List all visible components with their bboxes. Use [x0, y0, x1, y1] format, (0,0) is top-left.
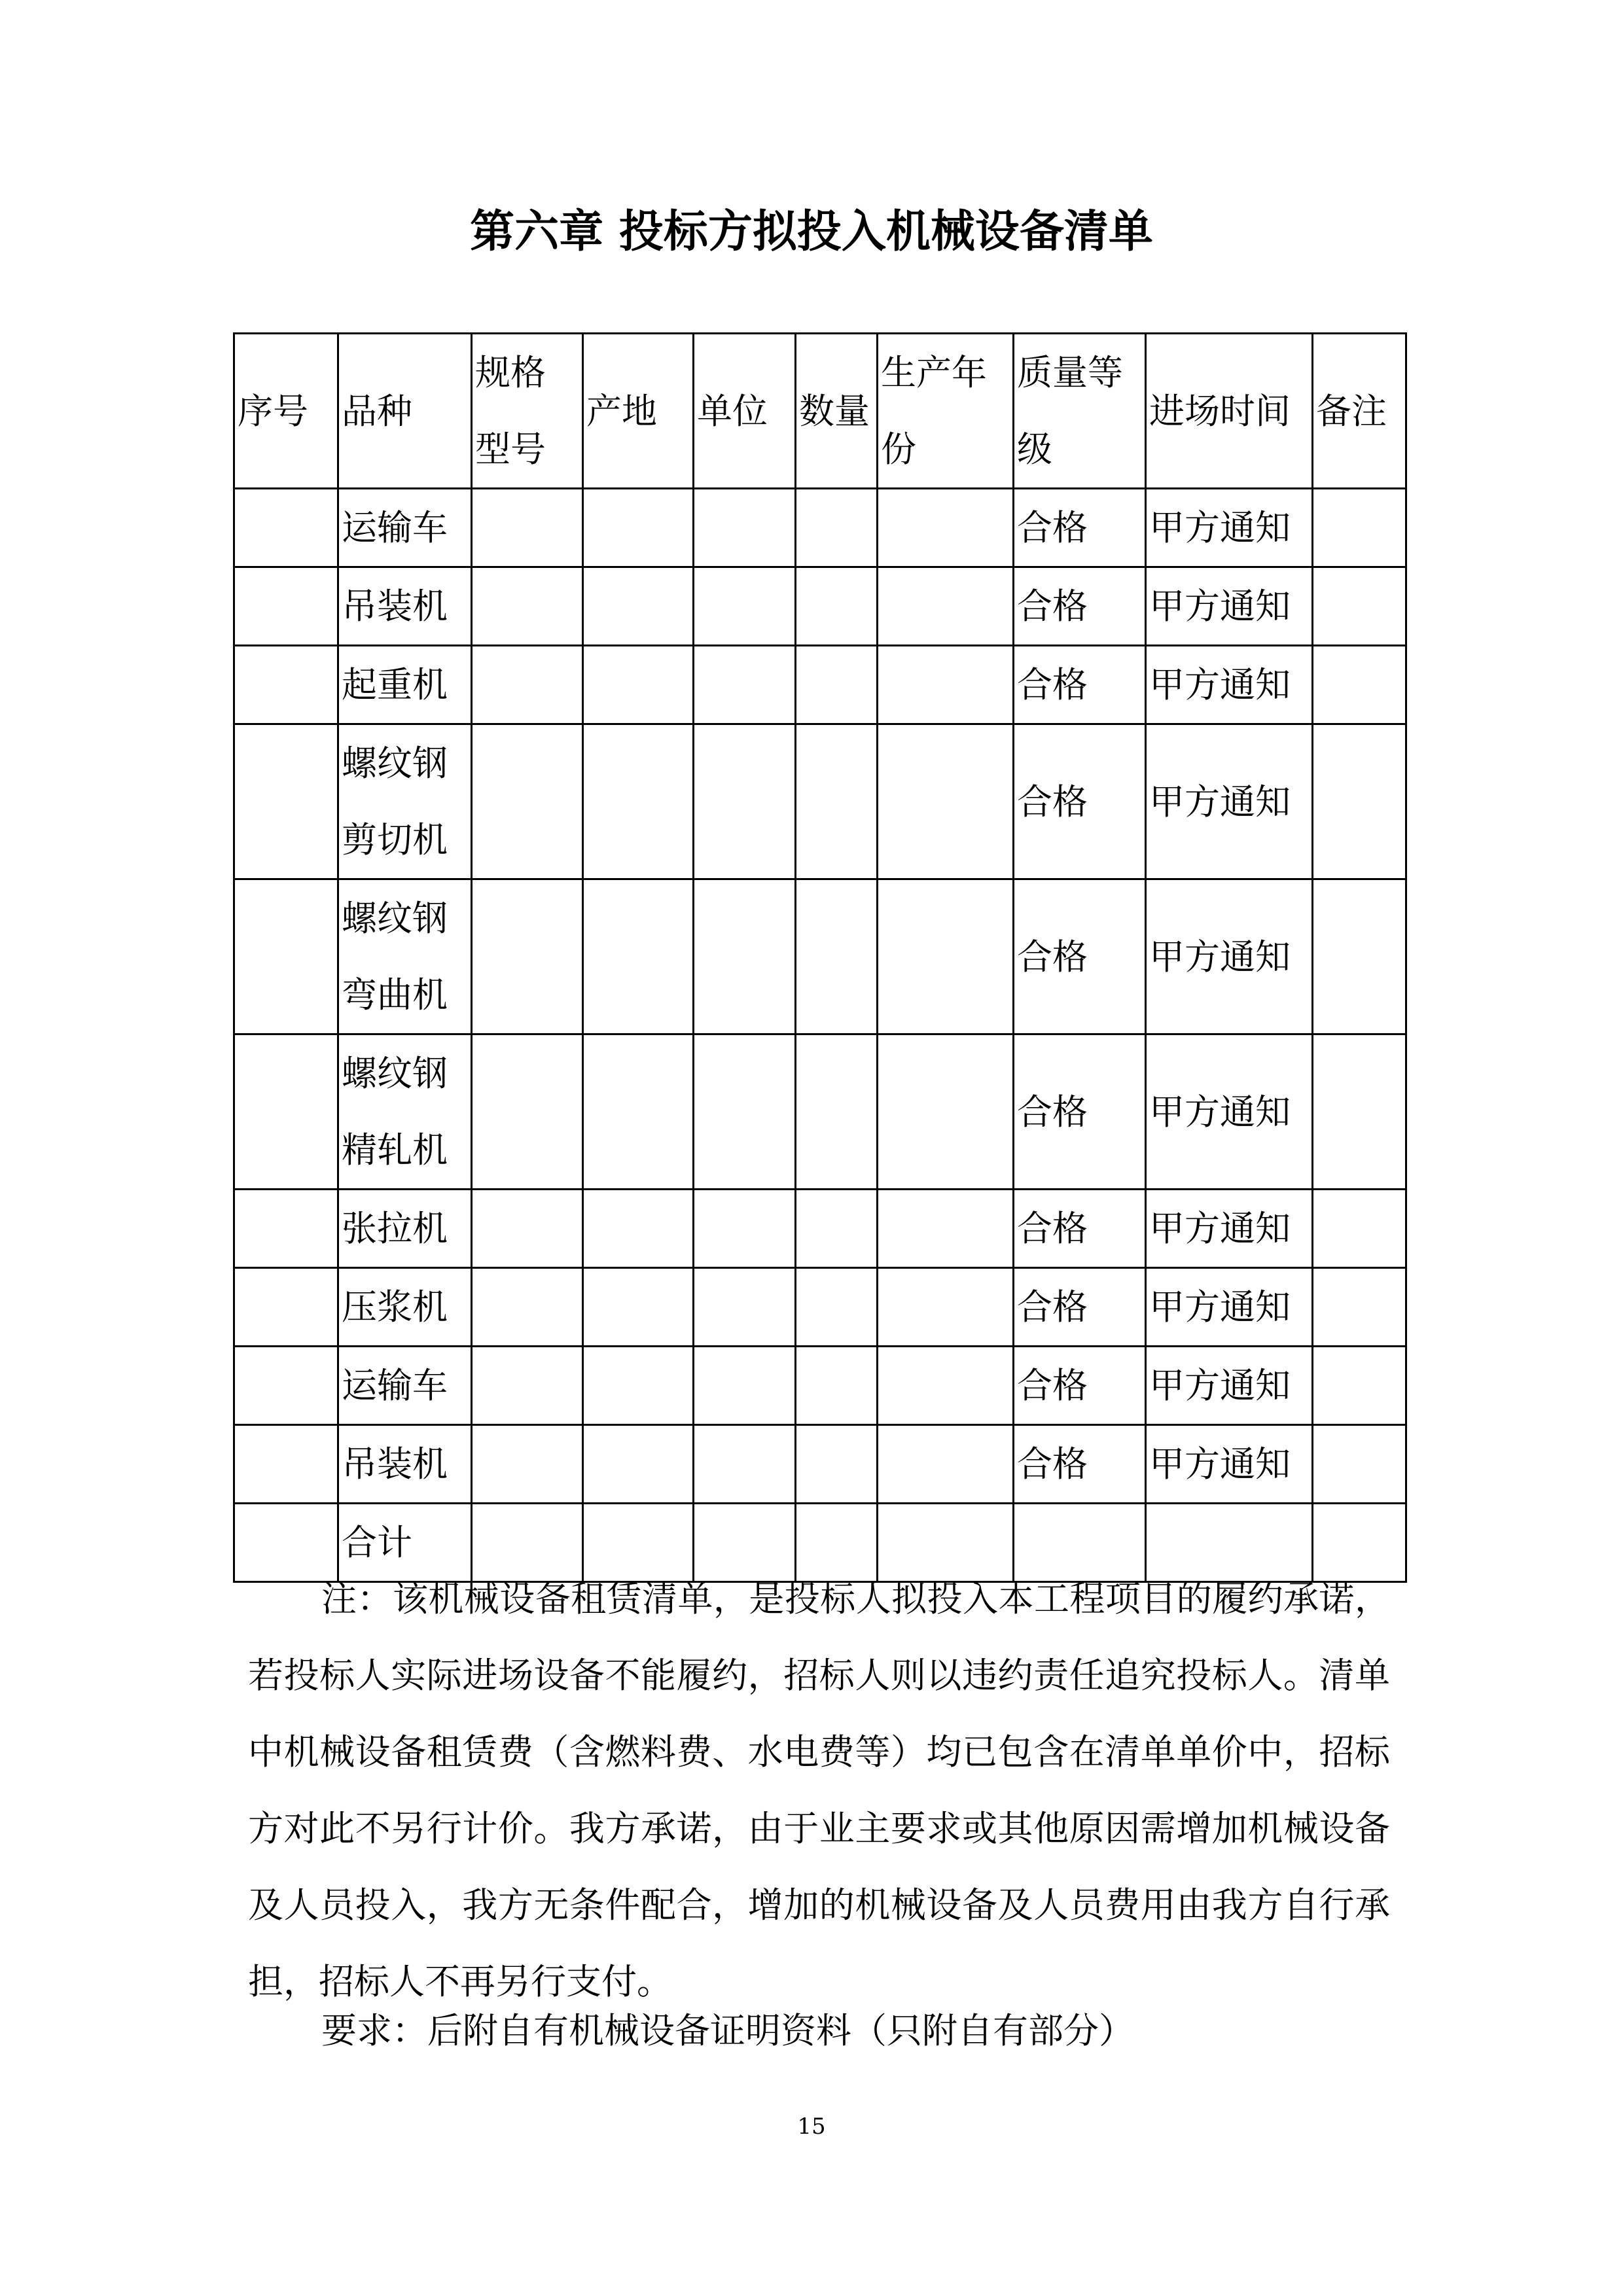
table-cell — [1313, 1425, 1406, 1504]
table-cell — [1313, 1190, 1406, 1268]
header-cell: 质量等级 — [1014, 334, 1146, 489]
table-cell — [583, 646, 694, 724]
table-cell — [234, 1347, 338, 1425]
table-cell — [694, 489, 796, 567]
equipment-name-cell: 螺纹钢精轧机 — [338, 1034, 472, 1190]
table-cell — [878, 646, 1014, 724]
table-row — [234, 567, 1406, 646]
entry-time-cell: 甲方通知 — [1146, 724, 1313, 879]
table-row — [234, 489, 1406, 567]
table-cell — [234, 567, 338, 646]
entry-time-cell: 甲方通知 — [1146, 1268, 1313, 1347]
table-cell — [878, 879, 1014, 1034]
table-cell — [1313, 879, 1406, 1034]
quality-cell: 合格 — [1014, 646, 1146, 724]
equipment-name-cell: 螺纹钢剪切机 — [338, 724, 472, 879]
equipment-name-cell: 吊装机 — [338, 567, 472, 646]
table-cell — [1313, 489, 1406, 567]
header-cell: 品种 — [338, 334, 472, 489]
table-cell — [583, 1347, 694, 1425]
equipment-name-cell: 压浆机 — [338, 1268, 472, 1347]
table-cell — [234, 1034, 338, 1190]
quality-cell: 合格 — [1014, 567, 1146, 646]
table-cell — [583, 1190, 694, 1268]
equipment-name-cell: 起重机 — [338, 646, 472, 724]
header-cell: 序号 — [234, 334, 338, 489]
table-cell — [583, 567, 694, 646]
table-cell — [694, 879, 796, 1034]
table-cell — [878, 489, 1014, 567]
equipment-name-cell: 运输车 — [338, 1347, 472, 1425]
table-cell — [694, 1425, 796, 1504]
table-cell — [878, 1425, 1014, 1504]
table-row — [234, 724, 1406, 879]
table-cell — [583, 489, 694, 567]
equipment-name-cell: 螺纹钢弯曲机 — [338, 879, 472, 1034]
table-cell — [796, 1268, 878, 1347]
table-cell — [878, 724, 1014, 879]
note-paragraph — [248, 1561, 1390, 2020]
table-cell — [796, 489, 878, 567]
quality-cell: 合格 — [1014, 1425, 1146, 1504]
table-cell — [796, 567, 878, 646]
table-cell — [234, 646, 338, 724]
quality-cell: 合格 — [1014, 724, 1146, 879]
table-cell — [472, 1034, 583, 1190]
table-cell — [234, 879, 338, 1034]
table-cell — [234, 1425, 338, 1504]
table-cell — [796, 724, 878, 879]
table-row — [234, 879, 1406, 1034]
table-cell — [583, 1268, 694, 1347]
table-cell — [472, 567, 583, 646]
page-number: 15 — [797, 2113, 826, 2140]
table-cell — [878, 1268, 1014, 1347]
entry-time-cell: 甲方通知 — [1146, 1190, 1313, 1268]
table-cell — [472, 1347, 583, 1425]
table-cell — [878, 567, 1014, 646]
table-row — [234, 1034, 1406, 1190]
table-cell — [694, 1190, 796, 1268]
table-cell — [796, 1425, 878, 1504]
header-cell: 单位 — [694, 334, 796, 489]
note-text: 注：该机械设备租赁清单，是投标人拟投入本工程项目的履约承诺，若投标人实际进场设备不能履约，招标人则以违约责任追究投标人。清单中机械设备租赁费（含燃料费、水电费等）均已包含在清单单价中，招标方对此不另行计价。我方承诺，由于业主要求或其他原因需增加机械设备及人员投入，我方无条件配合，增加的机械设备及人员费用由我方自行承担，招标人不再另行支付。 — [248, 1578, 1390, 2002]
header-cell: 进场时间 — [1146, 334, 1313, 489]
table-cell — [796, 1190, 878, 1268]
entry-time-cell: 甲方通知 — [1146, 567, 1313, 646]
table-row — [234, 1425, 1406, 1504]
table-cell — [234, 724, 338, 879]
table-cell — [796, 879, 878, 1034]
header-cell: 规格型号 — [472, 334, 583, 489]
requirement-text: 要求：后附自有机械设备证明资料（只附自有部分） — [321, 2010, 1134, 2051]
table-cell — [796, 646, 878, 724]
entry-time-cell: 甲方通知 — [1146, 1347, 1313, 1425]
equipment-name-cell: 运输车 — [338, 489, 472, 567]
table-cell — [796, 1347, 878, 1425]
equipment-name-cell: 吊装机 — [338, 1425, 472, 1504]
table-cell — [234, 1190, 338, 1268]
table-cell — [472, 1190, 583, 1268]
equipment-name-cell: 合计 — [338, 1504, 472, 1582]
quality-cell: 合格 — [1014, 1347, 1146, 1425]
table-cell — [1313, 567, 1406, 646]
table-cell — [694, 1347, 796, 1425]
entry-time-cell: 甲方通知 — [1146, 489, 1313, 567]
requirement-paragraph — [248, 1992, 1390, 2069]
table-cell — [472, 724, 583, 879]
table-row — [234, 646, 1406, 724]
header-cell: 备注 — [1313, 334, 1406, 489]
table-cell — [694, 1268, 796, 1347]
quality-cell: 合格 — [1014, 1190, 1146, 1268]
quality-cell: 合格 — [1014, 1034, 1146, 1190]
table-cell — [1313, 1347, 1406, 1425]
header-cell: 生产年份 — [878, 334, 1014, 489]
header-cell: 数量 — [796, 334, 878, 489]
table-cell — [694, 1034, 796, 1190]
quality-cell: 合格 — [1014, 489, 1146, 567]
table-cell — [472, 489, 583, 567]
entry-time-cell: 甲方通知 — [1146, 879, 1313, 1034]
table-cell — [583, 1425, 694, 1504]
table-cell — [1313, 1268, 1406, 1347]
table-cell — [583, 1034, 694, 1190]
table-cell — [234, 1268, 338, 1347]
table-cell — [878, 1347, 1014, 1425]
quality-cell: 合格 — [1014, 1268, 1146, 1347]
table-cell — [583, 724, 694, 879]
entry-time-cell: 甲方通知 — [1146, 646, 1313, 724]
quality-cell: 合格 — [1014, 879, 1146, 1034]
table-cell — [472, 1425, 583, 1504]
table-cell — [694, 646, 796, 724]
table-cell — [1313, 646, 1406, 724]
table-cell — [472, 1268, 583, 1347]
equipment-name-cell: 张拉机 — [338, 1190, 472, 1268]
table-cell — [472, 879, 583, 1034]
entry-time-cell: 甲方通知 — [1146, 1034, 1313, 1190]
equipment-table — [233, 332, 1407, 1583]
table-cell — [796, 1034, 878, 1190]
table-cell — [472, 646, 583, 724]
table-row — [234, 1190, 1406, 1268]
table-cell — [694, 567, 796, 646]
page-title: 第六章 投标方拟投入机械设备清单 — [470, 205, 1153, 258]
table-cell — [1313, 1034, 1406, 1190]
entry-time-cell: 甲方通知 — [1146, 1425, 1313, 1504]
table-cell — [234, 489, 338, 567]
table-cell — [878, 1190, 1014, 1268]
table-row — [234, 1268, 1406, 1347]
table-cell — [583, 879, 694, 1034]
table-cell — [1313, 724, 1406, 879]
table-header-row — [234, 334, 1406, 489]
table-row — [234, 1347, 1406, 1425]
header-cell: 产地 — [583, 334, 694, 489]
table-cell — [878, 1034, 1014, 1190]
table-cell — [694, 724, 796, 879]
